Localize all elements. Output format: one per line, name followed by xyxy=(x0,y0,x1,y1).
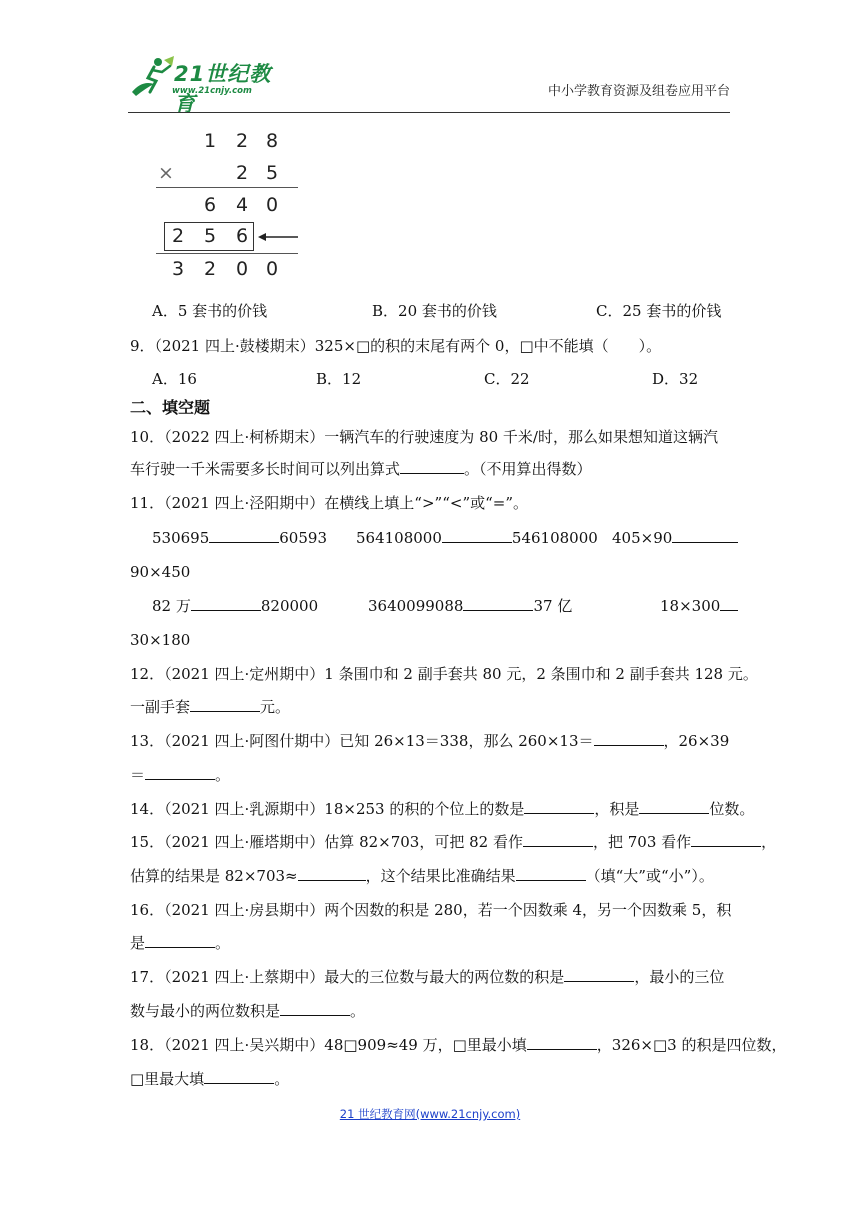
digit: 5 xyxy=(265,162,279,184)
footer-link[interactable]: 21 世纪教育网(www.21cnjy.com) xyxy=(339,1107,521,1121)
q12-line1: 12．（2021 四上·定州期中）1 条围巾和 2 副手套共 80 元，2 条围巾和 2 副手套共 128 元。 xyxy=(130,665,758,683)
q10-line1: 10．（2022 四上·柯桥期末）一辆汽车的行驶速度为 80 千米/时，那么如果想知道这辆汽 xyxy=(130,428,718,446)
q14-text: 14．（2021 四上·乳源期中）18×253 的积的个位上的数是 xyxy=(130,800,525,818)
q18-line2 xyxy=(130,1069,289,1089)
digit: 5 xyxy=(203,225,217,247)
answer-blank xyxy=(145,765,215,780)
q11-stem: 11．（2021 四上·泾阳期中）在横线上填上“>”“<”或“=”。 xyxy=(130,494,529,512)
q12-line2 xyxy=(130,697,290,717)
calc-rule xyxy=(156,253,298,254)
q9-option-a: A．16 xyxy=(152,370,197,388)
q18-line1 xyxy=(130,1035,786,1055)
answer-blank xyxy=(209,528,279,543)
q15-text: 15．（2021 四上·雁塔期中）估算 82×703，可把 82 看作 xyxy=(130,833,523,851)
answer-blank xyxy=(204,1069,274,1084)
answer-blank xyxy=(564,967,634,982)
q11-item xyxy=(660,596,738,616)
q11-item xyxy=(152,596,318,616)
q8-option-a: A．5 套书的价钱 xyxy=(152,302,268,320)
calc-rule xyxy=(156,187,298,188)
q11-text: 82 万 xyxy=(152,597,191,615)
arrow-left-icon xyxy=(256,230,300,244)
answer-blank xyxy=(527,1035,597,1050)
q15-line2 xyxy=(130,866,714,886)
q16-text: 。 xyxy=(215,934,231,952)
q16-line1: 16．（2021 四上·房县期中）两个因数的积是 280，若一个因数乘 4，另一个因数乘 5，积 xyxy=(130,901,732,919)
vertical-multiplication xyxy=(156,126,306,286)
q17-text: 。 xyxy=(350,1002,366,1020)
digit: 3 xyxy=(171,258,185,280)
digit: 1 xyxy=(203,130,217,152)
q11-text: 60593 xyxy=(279,529,327,547)
q18-text: 18．（2021 四上·吴兴期中）48□909≈49 万，□里最小填 xyxy=(130,1036,527,1054)
answer-blank xyxy=(298,866,366,881)
q11-item: 90×450 xyxy=(130,563,191,581)
q17-text: 17．（2021 四上·上蔡期中）最大的三位数与最大的两位数的积是 xyxy=(130,968,565,986)
runner-logo-icon xyxy=(128,54,176,98)
logo-url-text: www.21cnjy.com xyxy=(172,86,252,96)
q13-line2 xyxy=(130,765,230,785)
q9-option-d: D．32 xyxy=(652,370,699,388)
q9-stem: 9．（2021 四上·鼓楼期末）325×□的积的末尾有两个 0，□中不能填（ ）。 xyxy=(130,337,662,355)
q11-item xyxy=(152,528,327,548)
q11-text: 820000 xyxy=(260,597,319,615)
q13-text: ＝ xyxy=(130,766,146,784)
q15-text: ， xyxy=(761,833,777,851)
section-heading: 二、填空题 xyxy=(130,398,211,417)
answer-blank xyxy=(191,596,261,611)
site-name: 中小学教育资源及组卷应用平台 xyxy=(547,84,730,99)
q10-text: 。（不用算出得数） xyxy=(464,460,592,478)
q14-text: 位数。 xyxy=(709,800,755,818)
q11-item xyxy=(612,528,738,548)
q18-text: □里最大填 xyxy=(130,1070,205,1088)
q10-text: 车行驶一千米需要多长时间可以列出算式 xyxy=(130,460,401,478)
q8-option-c: C．25 套书的价钱 xyxy=(596,302,722,320)
q11-text: 405×90 xyxy=(612,529,673,547)
answer-blank xyxy=(442,528,512,543)
site-logo xyxy=(128,52,288,116)
digit: 0 xyxy=(265,194,279,216)
q13-line1 xyxy=(130,731,729,751)
digit: 6 xyxy=(203,194,217,216)
q12-text: 一副手套 xyxy=(130,698,191,716)
answer-blank xyxy=(720,596,738,611)
digit: 2 xyxy=(203,258,217,280)
header-divider xyxy=(128,112,730,113)
q11-text: 37 亿 xyxy=(533,597,573,615)
q8-option-b: B．20 套书的价钱 xyxy=(372,302,497,320)
digit: 6 xyxy=(235,225,249,247)
answer-blank xyxy=(639,799,709,814)
digit: 2 xyxy=(235,162,249,184)
answer-blank xyxy=(190,697,260,712)
q10-line2 xyxy=(130,459,592,479)
answer-blank xyxy=(516,866,586,881)
times-sign: × xyxy=(158,162,174,184)
q11-text: 564108000 xyxy=(356,529,442,547)
q15-text: ，把 703 看作 xyxy=(592,833,692,851)
q17-text: ，最小的三位 xyxy=(634,968,725,986)
q15-text: 估算的结果是 82×703≈ xyxy=(130,867,298,885)
q11-item: 30×180 xyxy=(130,631,191,649)
q13-text: 。 xyxy=(215,766,231,784)
q13-text: ，26×39 xyxy=(663,732,730,750)
q15-line1 xyxy=(130,832,776,852)
digit: 0 xyxy=(235,258,249,280)
answer-blank xyxy=(280,1001,350,1016)
q17-line2 xyxy=(130,1001,365,1021)
q12-text: 元。 xyxy=(260,698,291,716)
digit: 2 xyxy=(171,225,185,247)
q11-item xyxy=(356,528,598,548)
q11-text: 18×300 xyxy=(660,597,721,615)
answer-blank xyxy=(523,832,593,847)
digit: 4 xyxy=(235,194,249,216)
q15-text: ，这个结果比准确结果 xyxy=(365,867,516,885)
q9-option-c: C．22 xyxy=(484,370,530,388)
answer-blank xyxy=(672,528,738,543)
answer-blank xyxy=(463,596,533,611)
q18-text: ，326×□3 的积是四位数， xyxy=(596,1036,787,1054)
digit: 2 xyxy=(235,130,249,152)
q11-text: 530695 xyxy=(152,529,210,547)
q16-line2 xyxy=(130,933,230,953)
q16-text: 是 xyxy=(130,934,146,952)
answer-blank xyxy=(594,731,664,746)
answer-blank xyxy=(691,832,761,847)
q14-text: ，积是 xyxy=(594,800,640,818)
digit: 8 xyxy=(265,130,279,152)
q11-item xyxy=(368,596,572,616)
page-header xyxy=(128,52,730,114)
q17-text: 数与最小的两位数积是 xyxy=(130,1002,281,1020)
q15-text: （填“大”或“小”）。 xyxy=(585,867,714,885)
digit: 0 xyxy=(265,258,279,280)
q11-text: 3640099088 xyxy=(368,597,464,615)
q17-line1 xyxy=(130,967,724,987)
q11-text: 546108000 xyxy=(511,529,598,547)
q14-line xyxy=(130,799,754,819)
logo-brand-text: 21世纪教育 xyxy=(174,62,272,116)
answer-blank xyxy=(400,459,464,474)
q18-text: 。 xyxy=(274,1070,290,1088)
q13-text: 13．（2021 四上·阿图什期中）已知 26×13＝338，那么 260×13＝ xyxy=(130,732,594,750)
q9-option-b: B．12 xyxy=(316,370,362,388)
answer-blank xyxy=(524,799,594,814)
answer-blank xyxy=(145,933,215,948)
